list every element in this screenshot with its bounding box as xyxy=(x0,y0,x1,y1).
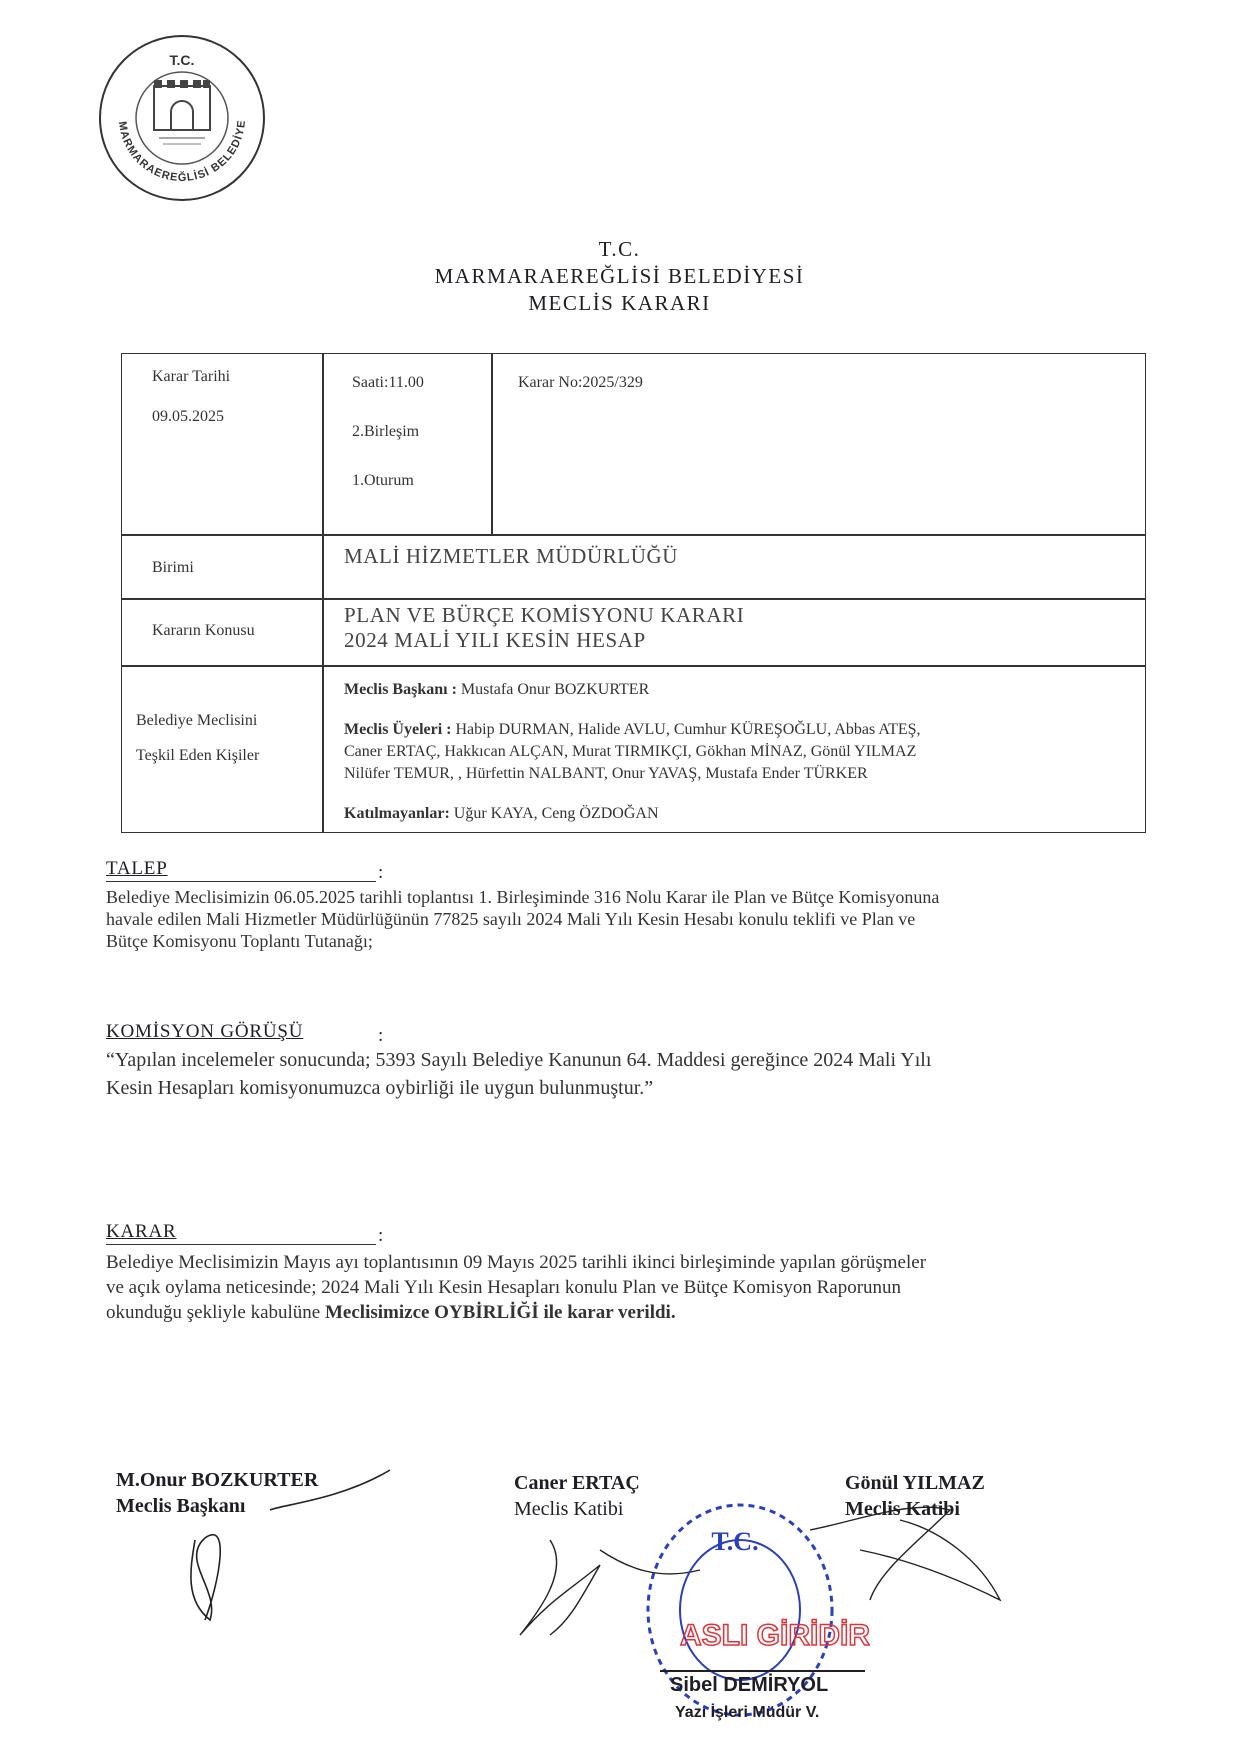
stamp-title: Yazı İşleri Müdür V. xyxy=(675,1704,820,1721)
meclis-uyeleri-line1: Meclis Üyeleri : Habip DURMAN, Halide AVLU, Cumhur KÜREŞOĞLU, Abbas ATEŞ, xyxy=(344,721,921,738)
meclis-uyeleri-line2: Caner ERTAÇ, Hakkıcan ALÇAN, Murat TIRMIKÇI, Gökhan MİNAZ, Gönül YILMAZ xyxy=(344,743,917,760)
talep-text: Belediye Meclisimizin 06.05.2025 tarihli toplantısı 1. Birleşiminde 316 Nolu Karar ile Plan ve Bütçe Komisyonuna havale edilen Mali Hizmetler Müdürlüğünün 77825 sayılı 2024 Mali Yılı Kesin Hesabı konulu teklifi ve Plan ve Bütçe Komisyonu Toplantı Tutanağı; xyxy=(106,887,940,951)
konu-line1: PLAN VE BÜRÇE KOMİSYONU KARARI xyxy=(344,603,745,627)
meclis-uyeleri-line3: Nilüfer TEMUR, , Hürfettin NALBANT, Onur YAVAŞ, Mustafa Ender TÜRKER xyxy=(344,765,868,782)
stamp-asli-giridir: ASLI GİRİDİR xyxy=(680,1619,870,1652)
talep-title: TALEP xyxy=(106,858,168,879)
komisyon-text: “Yapılan incelemeler sonucunda; 5393 Sayılı Belediye Kanunun 64. Maddesi gereğince 2024 Mali Yılı Kesin Hesapları komisyonumuzca oybirliği ile uygun bulunmuştur.” xyxy=(106,1049,932,1099)
birimi-label: Birimi xyxy=(152,559,194,576)
konu-label: Kararın Konusu xyxy=(152,622,255,639)
signature-block-katip-2: Gönül YILMAZ Meclis Katibi xyxy=(845,1472,985,1520)
birlesim: 2.Birleşim xyxy=(352,423,420,440)
meclis-baskani: Meclis Başkanı : Mustafa Onur BOZKURTER xyxy=(344,681,650,698)
document-header xyxy=(0,236,1239,317)
svg-text:T.C.: T.C. xyxy=(711,1527,759,1556)
stamp-name: Sibel DEMİRYOL xyxy=(670,1674,829,1696)
header-tc: T.C. xyxy=(598,237,641,261)
karar-no: Karar No:2025/329 xyxy=(518,374,643,391)
kisiler-label-2: Teşkil Eden Kişiler xyxy=(136,747,260,764)
decision-table xyxy=(121,353,1146,833)
signature-block-baskan: M.Onur BOZKURTER Meclis Başkanı xyxy=(116,1469,319,1517)
seal-top-text: T.C. xyxy=(169,52,195,68)
signature-block-katip-1: Caner ERTAÇ Meclis Katibi xyxy=(514,1472,640,1520)
komisyon-colon: : xyxy=(378,1025,384,1046)
karar-tarihi-value: 09.05.2025 xyxy=(152,408,224,425)
oturum: 1.Oturum xyxy=(352,472,414,489)
kisiler-label-1: Belediye Meclisini xyxy=(136,712,258,729)
konu-line2: 2024 MALİ YILI KESİN HESAP xyxy=(344,628,646,652)
municipality-seal xyxy=(97,34,267,202)
karar-colon: : xyxy=(378,1225,384,1246)
karar-text: Belediye Meclisimizin Mayıs ayı toplantısının 09 Mayıs 2025 tarihli ikinci birleşiminde yapılan görüşmeler ve açık oylama neticesinde; 2024 Mali Yılı Kesin Hesapları konulu Plan ve Bütçe Komisyon Raporunun okunduğu şekliyle kabulüne Meclisimizce OYBİRLİĞİ ile karar verildi. xyxy=(106,1252,927,1323)
header-doc-type: MECLİS KARARI xyxy=(528,291,711,315)
katilmayanlar: Katılmayanlar: Uğur KAYA, Ceng ÖZDOĞAN xyxy=(344,805,659,822)
talep-colon: : xyxy=(378,862,384,883)
karar-tarihi-label: Karar Tarihi xyxy=(152,368,231,385)
birimi-value: MALİ HİZMETLER MÜDÜRLÜĞÜ xyxy=(344,544,679,568)
signature-drawing-baskan xyxy=(150,1460,410,1640)
komisyon-title: KOMİSYON GÖRÜŞÜ xyxy=(106,1021,304,1042)
header-municipality: MARMARAEREĞLİSİ BELEDİYESİ xyxy=(434,264,805,288)
official-stamp xyxy=(640,1495,870,1735)
saati: Saati:11.00 xyxy=(352,374,424,391)
seal-ring-text: MARMARAEREĞLİSİ BELEDİYE xyxy=(115,119,249,185)
karar-title: KARAR xyxy=(106,1221,177,1242)
